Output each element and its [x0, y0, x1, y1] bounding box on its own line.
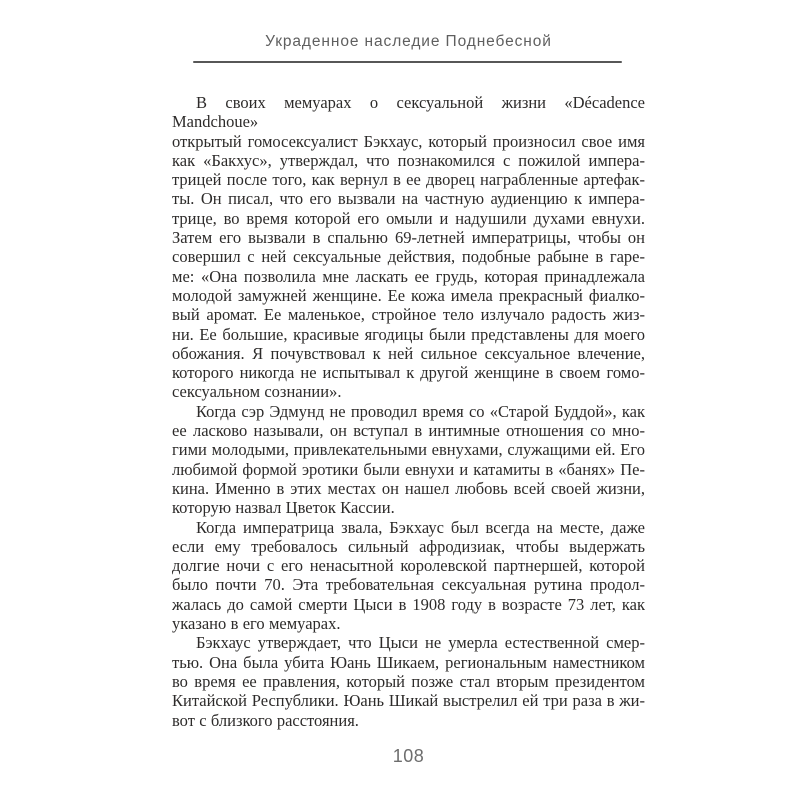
text-line: тью. Она была убита Юань Шикаем, региональным наместником	[172, 652, 645, 672]
running-head-title: Украденное наследие Поднебесной	[265, 33, 552, 50]
text-line: жалась до самой смерти Цыси в 1908 году в возрасте 73 лет, как	[172, 594, 645, 614]
paragraph	[172, 93, 645, 402]
text-line: вый аромат. Ее маленькое, стройное тело излучало радость жиз-	[172, 305, 645, 325]
text-line: обожания. Я почувствовал к ней сильное сексуальное влечение,	[172, 343, 645, 363]
text-line: гими молодыми, привлекательными евнухами, служащими ей. Его	[172, 440, 645, 460]
text-line: Когда сэр Эдмунд не проводил время со «Старой Буддой», как	[196, 401, 645, 421]
text-line: было почти 70. Эта требовательная сексуальная рутина продол-	[172, 575, 645, 595]
text-line: трицей после того, как вернул в ее дворец награбленные артефак-	[172, 170, 645, 190]
page-body	[172, 93, 645, 730]
text-line: трице, во время которой его омыли и надушили духами евнухи.	[172, 208, 645, 228]
text-line: любимой формой эротики были евнухи и катамиты в «банях» Пе-	[172, 459, 645, 479]
text-line: молодой замужней женщине. Ее кожа имела прекрасный фиалко-	[172, 285, 645, 305]
text-line: долгие ночи с его ненасытной королевской партнершей, которой	[172, 556, 645, 576]
text-line: ты. Он писал, что его вызвали на частную аудиенцию к импера-	[172, 189, 645, 209]
paragraph	[172, 402, 645, 518]
text-line: Бэкхаус утверждает, что Цыси не умерла естественной смер-	[196, 633, 645, 653]
paragraph	[172, 633, 645, 729]
text-line: сексуальном сознании».	[172, 382, 342, 402]
text-line: как «Бакхус», утверждал, что познакомился с пожилой импера-	[172, 150, 645, 170]
header-rule-divider	[193, 61, 622, 63]
text-line: ме: «Она позволила мне ласкать ее грудь, которая принадлежала	[172, 266, 645, 286]
page-number: 108	[392, 746, 425, 766]
text-line: открытый гомосексуалист Бэкхаус, который произносил свое имя	[172, 131, 645, 151]
text-line: совершил с ней сексуальные действия, подобные рабыне в гаре-	[172, 247, 645, 267]
text-line: которого никогда не испытывал к другой женщине в своем гомо-	[172, 363, 645, 383]
text-line: во время ее правления, который позже стал вторым президентом	[172, 671, 645, 691]
paragraph	[172, 518, 645, 634]
text-line: если ему требовалось сильный афродизиак, чтобы выдержать	[172, 536, 645, 556]
text-line: ее ласково называли, он вступал в интимные отношения со мно-	[172, 421, 645, 441]
text-line: вот с близкого расстояния.	[172, 710, 359, 730]
text-line: кина. Именно в этих местах он нашел любовь всей своей жизни,	[172, 478, 645, 498]
text-line: Затем его вызвали в спальню 69-летней императрицы, чтобы он	[172, 228, 645, 248]
text-line: Когда императрица звала, Бэкхаус был всегда на месте, даже	[196, 517, 645, 537]
text-line: ни. Ее большие, красивые ягодицы были представлены для моего	[172, 324, 645, 344]
text-line: Китайской Республики. Юань Шикай выстрелил ей три раза в жи-	[172, 691, 645, 711]
text-line: В своих мемуарах о сексуальной жизни «Décadence Mandchoue»	[172, 93, 645, 132]
text-line: указано в его мемуарах.	[172, 614, 341, 634]
text-line: которую назвал Цветок Кассии.	[172, 498, 395, 518]
